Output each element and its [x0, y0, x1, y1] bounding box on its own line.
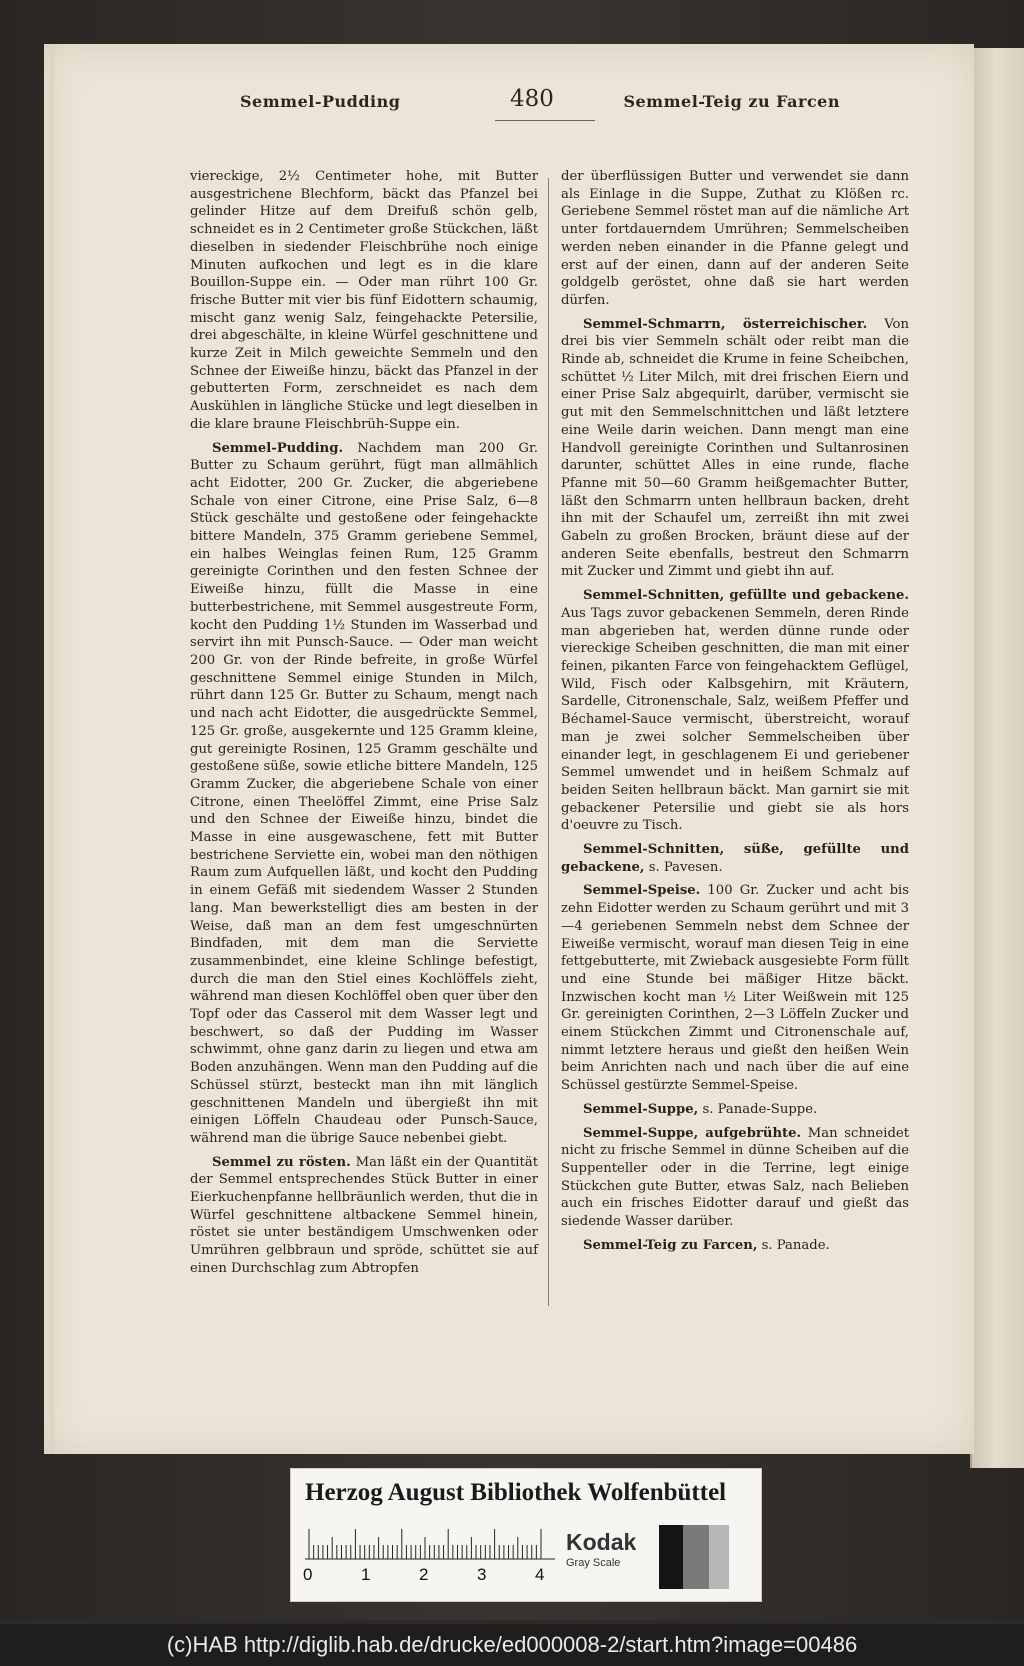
kodak-logo: Kodak [566, 1529, 637, 1555]
entry-heading: Semmel-Schnitten, süße, gefüllte und gebackene, [561, 842, 909, 875]
library-name: Herzog August Bibliothek Wolfenbüttel [305, 1479, 727, 1506]
entry-heading: Semmel-Suppe, aufgebrühte. [583, 1125, 802, 1141]
entry-text: Nachdem man 200 Gr. Butter zu Schaum gerührt, fügt man allmählich acht Eidotter, 200 Gr. Zucker, die abgeriebene Schale von einer Citrone, eine Prise Salz, 6—8 Stück geschälte und gestoßene oder feingehackte bittere Mandeln, 375 Gramm geriebene Semmel, ein halbes Weinglas feinen Rum, 125 Gramm gereinigte Corinthen und den festen Schnee der Eiweiße hinzu, füllt die Masse in eine butterbestrichene, mit Semmel ausgestreute Form, kocht den Pudding 1½ Stunden im Wasserbad und servirt ihn mit Punsch-Sauce. — Oder man weicht 200 Gr. von der Rinde befreite, in große Würfel geschnittene Semmel einige Stunden in Milch, rührt dann 125 Gr. Butter zu Schaum, mengt nach und nach acht Eidotter, die ausgedrückte Semmel, 125 Gr. große, ausgekernte und 125 Gramm kleine, gut gereinigte Rosinen, 125 Gramm geschälte und gestoßene süße, sowie etliche bittere Mandeln, 125 Gramm Zucker, die abgeriebene Schale von einer Citrone, einen Theelöffel Zimmt, eine Prise Salz und den Schnee der Eiweiße hinzu, bindet die Masse in eine ausgewaschene, fett mit Butter bestrichene Serviette ein, wobei man den nöthigen Raum zum Aufquellen läßt, und kocht den Pudding in einem Gefäß mit siedendem Wasser 2 Stunden lang. Man bewerkstelligt dies am besten in der Weise, daß man an dem fest umgeschnürten Bindfaden, mit dem man die Serviette zusammenbindet, eine kleine Schlinge befestigt, durch die man den Stiel eines Kochlöffels zieht, während man diesen Kochlöffel oben quer über den Topf oder das Casserol mit dem Wasser legt und beschwert, so daß der Pudding im Wasser schwimmt, ohne ganz darin zu liegen und etwa am Boden anzuhängen. Wenn man den Pudding auf die Schüssel stürzt, besteckt man ihn mit länglich geschnittenen Mandeln und übergießt ihn mit einigen Löffeln Chaudeau oder Punsch-Sauce, während man die übrige Sauce nebenbei giebt. [190, 440, 538, 1146]
entry-heading: Semmel-Schnitten, gefüllte und gebackene. [583, 588, 909, 604]
entry-heading: Semmel zu rösten. [212, 1154, 351, 1170]
column-divider [548, 178, 549, 1306]
entry-heading: Semmel-Teig zu Farcen, [583, 1237, 758, 1253]
entry-paragraph [561, 882, 909, 1094]
entry-text: Man schneidet nicht zu frische Semmel in dünne Scheiben auf die Suppenteller oder in die Terrine, legt einige Stückchen gute Butter, etwas Salz, nach Belieben auch ein frisches Eidotter darauf und gießt das siedende Wasser darüber. [561, 1125, 909, 1230]
copyright-footer [0, 1624, 1024, 1666]
entry-heading: Semmel-Schmarrn, österreichischer. [583, 316, 868, 332]
ruler-number: 4 [535, 1565, 545, 1584]
entry-paragraph [561, 1101, 909, 1119]
ruler-number: 1 [361, 1565, 371, 1584]
gray-patch-dark [683, 1525, 709, 1589]
entry-paragraph [561, 316, 909, 582]
entry-heading: Semmel-Speise. [583, 883, 701, 899]
entry-text: Aus Tags zuvor gebackenen Semmeln, deren Rinde man abgerieben hat, werden dünne runde oder viereckige Scheiben geschnitten, die man mit einer feinen, pikanten Farce von feingehacktem Geflügel, Wild, Fisch oder Kalbsgehirn, mit Kräutern, Sardelle, Citronenschale, Salz, weißem Pfeffer und Béchamel-Sauce vermischt, überstreicht, worauf man je zwei solcher Semmelscheiben über einander legt, in geschlagenem Ei und geriebener Semmel umwendet und in heißem Schmalz auf beiden Seiten hellbraun bäckt. Man garnirt sie mit gebackener Petersilie und giebt sie als hors d'oeuvre zu Tisch. [561, 605, 909, 834]
ruler-number: 0 [303, 1565, 313, 1584]
entry-text: s. Pavesen. [648, 859, 723, 875]
header-right-keyword: Semmel-Teig zu Farcen [623, 92, 840, 111]
entry-text: 100 Gr. Zucker und acht bis zehn Eidotter werden zu Schaum gerührt und mit 3—4 geriebenen Semmeln nebst dem Schnee der Eiweiße vermischt, worauf man diesen Teig in eine fettgebutterte, mit Zwieback ausgesiebte Form füllt und eine Stunde bei mäßiger Hitze bäckt. Inzwischen kocht man ½ Liter Weißwein mit 125 Gr. gereinigten Corinthen, 2—3 Löffeln Zucker und einem Stückchen Zimmt und Citronenschale auf, nimmt letztere heraus und gießt den heißen Wein beim Anrichten nach und nach über die auf eine Schüssel gestürzte Semmel-Speise. [561, 883, 910, 1094]
ruler-scale [305, 1521, 555, 1561]
ruler-number: 2 [419, 1565, 429, 1584]
gray-scale-label: Gray Scale [566, 1557, 621, 1569]
entry-text: s. Panade. [761, 1237, 830, 1253]
entry-paragraph [190, 440, 538, 1148]
entry-heading: Semmel-Pudding. [212, 440, 344, 456]
running-header [240, 82, 840, 122]
facing-page-edge [970, 48, 1024, 1468]
header-left-keyword: Semmel-Pudding [240, 92, 401, 111]
entry-paragraph [561, 168, 909, 310]
gray-patch-black [659, 1525, 683, 1589]
page-number: 480 [510, 86, 554, 112]
header-rule [495, 120, 595, 121]
entry-paragraph [190, 1154, 538, 1278]
copyright-url: (c)HAB http://diglib.hab.de/drucke/ed000008-2/start.htm?image=00486 [166, 1632, 858, 1657]
entry-paragraph [561, 1125, 909, 1231]
entry-paragraph [190, 168, 538, 434]
entry-text: Man läßt ein der Quantität der Semmel entsprechendes Stück Butter in einer Eierkuchenpfanne hellbräunlich werden, thut die in Würfel geschnittene altbackene Semmel hinein, röstet sie unter beständigem Umschwenken oder Umrühren gelbbraun und spröde, schüttet sie auf einen Durchschlag zum Abtropfen [190, 1154, 538, 1276]
entry-paragraph [561, 1237, 909, 1255]
left-column [190, 168, 538, 1284]
entry-paragraph [561, 587, 909, 835]
entry-paragraph [561, 841, 909, 876]
ruler-number: 3 [477, 1565, 487, 1584]
gray-patch-mid [709, 1525, 729, 1589]
entry-text: Von drei bis vier Semmeln schält oder reibt man die Rinde ab, schneidet die Krume in feine Scheibchen, schüttet ½ Liter Milch, mit drei frischen Eiern und einer Prise Salz abgequirlt, darüber, vermischt sie gut mit den Semmelschnittchen und läßt letztere eine Weile darin weichen. Dann mengt man eine Handvoll gereinigte Corinthen und Sultanrosinen darunter, schüttet Alles in eine runde, flache Pfanne mit 50—60 Gramm heißgemachter Butter, läßt den Schmarrn unten hellbraun backen, dreht ihn mit der Schaufel um, zerreißt ihn mit zwei Gabeln zu großen Brocken, bräunt diese auf der anderen Seite ebenfalls, bestreut den Schmarrn mit Zucker und Zimmt und giebt ihn auf. [561, 316, 909, 580]
reference-card [290, 1468, 762, 1602]
entry-heading: Semmel-Suppe, [583, 1101, 699, 1117]
right-column [561, 168, 909, 1260]
entry-text: der überflüssigen Butter und verwendet sie dann als Einlage in die Suppe, Zuthat zu Klößen rc. Geriebene Semmel röstet man auf die nämliche Art unter fortdauerndem Umrühren; Semmelscheiben werden neben einander in die Pfanne gelegt und erst auf der einen, dann auf der anderen Seite goldgelb geröstet, ohne daß sie hart werden dürfen. [561, 169, 909, 308]
entry-text: s. Panade-Suppe. [702, 1101, 818, 1117]
entry-text: viereckige, 2½ Centimeter hohe, mit Butter ausgestrichene Blechform, bäckt das Pfanzel bei gelinder Hitze auf dem Dreifuß schön gelb, schneidet es in 2 Centimeter große Stückchen, läßt dieselben in siedender Fleischbrühe noch einige Minuten aufkochen und legt es in die klare Bouillon-Suppe ein. — Oder man rührt 100 Gr. frische Butter mit vier bis fünf Eidottern schaumig, mischt ganz wenig Salz, feingehackte Petersilie, drei abgeschälte, in kleine Würfel geschnittene und kurze Zeit in Milch geweichte Semmeln und den Schnee der Eiweiße hinzu, bäckt das Pfanzel in der gebutterten Form, zerschneidet es nach dem Auskühlen in längliche Stücke und legt dieselben in die klare braune Fleischbrüh-Suppe ein. [190, 169, 538, 432]
